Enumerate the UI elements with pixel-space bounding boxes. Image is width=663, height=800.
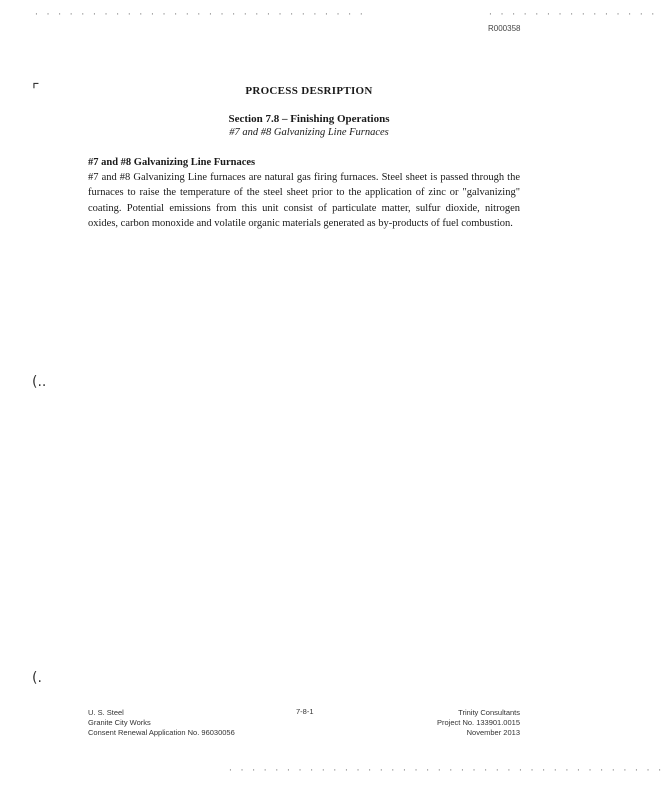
scan-noise-bottom: · · · · · · · · · · · · · · · · · · · · · · · · · · · · · · · · · · · · · · [228, 766, 663, 775]
footer-project-number: Project No. 133901.0015 [437, 718, 520, 727]
footer-application: Consent Renewal Application No. 96030056 [88, 728, 235, 737]
binder-hole-mark-top: ⌜ [32, 80, 40, 99]
footer-facility: Granite City Works [88, 718, 151, 727]
footer-consultant: Trinity Consultants [458, 708, 520, 717]
body-heading: #7 and #8 Galvanizing Line Furnaces [88, 157, 256, 168]
footer-right [420, 708, 520, 738]
subsection-title: #7 and #8 Galvanizing Line Furnaces [229, 127, 389, 138]
footer-left [88, 708, 235, 738]
footer-date: November 2013 [466, 728, 520, 737]
body-paragraph: #7 and #8 Galvanizing Line furnaces are natural gas firing furnaces. Steel sheet is passed through the furnaces to raise the temperature of the steel sheet prior to the application of zinc or "galvanizing" coating. Potential emissions from this unit consist of particulate matter, sulfur dioxide, nitrogen oxides, carbon monoxide and volatile organic materials generated as by-products of fuel combustion. [88, 172, 520, 230]
footer-company: U. S. Steel [88, 708, 124, 717]
scan-noise-top-right: · · · · · · · · · · · · · · · [488, 10, 657, 19]
binder-hole-mark-middle: (.. [32, 374, 47, 390]
footer-page-number: 7-8-1 [296, 707, 314, 716]
binder-hole-mark-bottom: (. [32, 670, 42, 686]
page-title: PROCESS DESRIPTION [245, 85, 373, 97]
document-id: R000358 [488, 24, 521, 33]
scan-noise-top-left: · · · · · · · · · · · · · · · · · · · · · · · · · · · · · [34, 10, 365, 19]
section-title: Section 7.8 – Finishing Operations [228, 113, 390, 125]
